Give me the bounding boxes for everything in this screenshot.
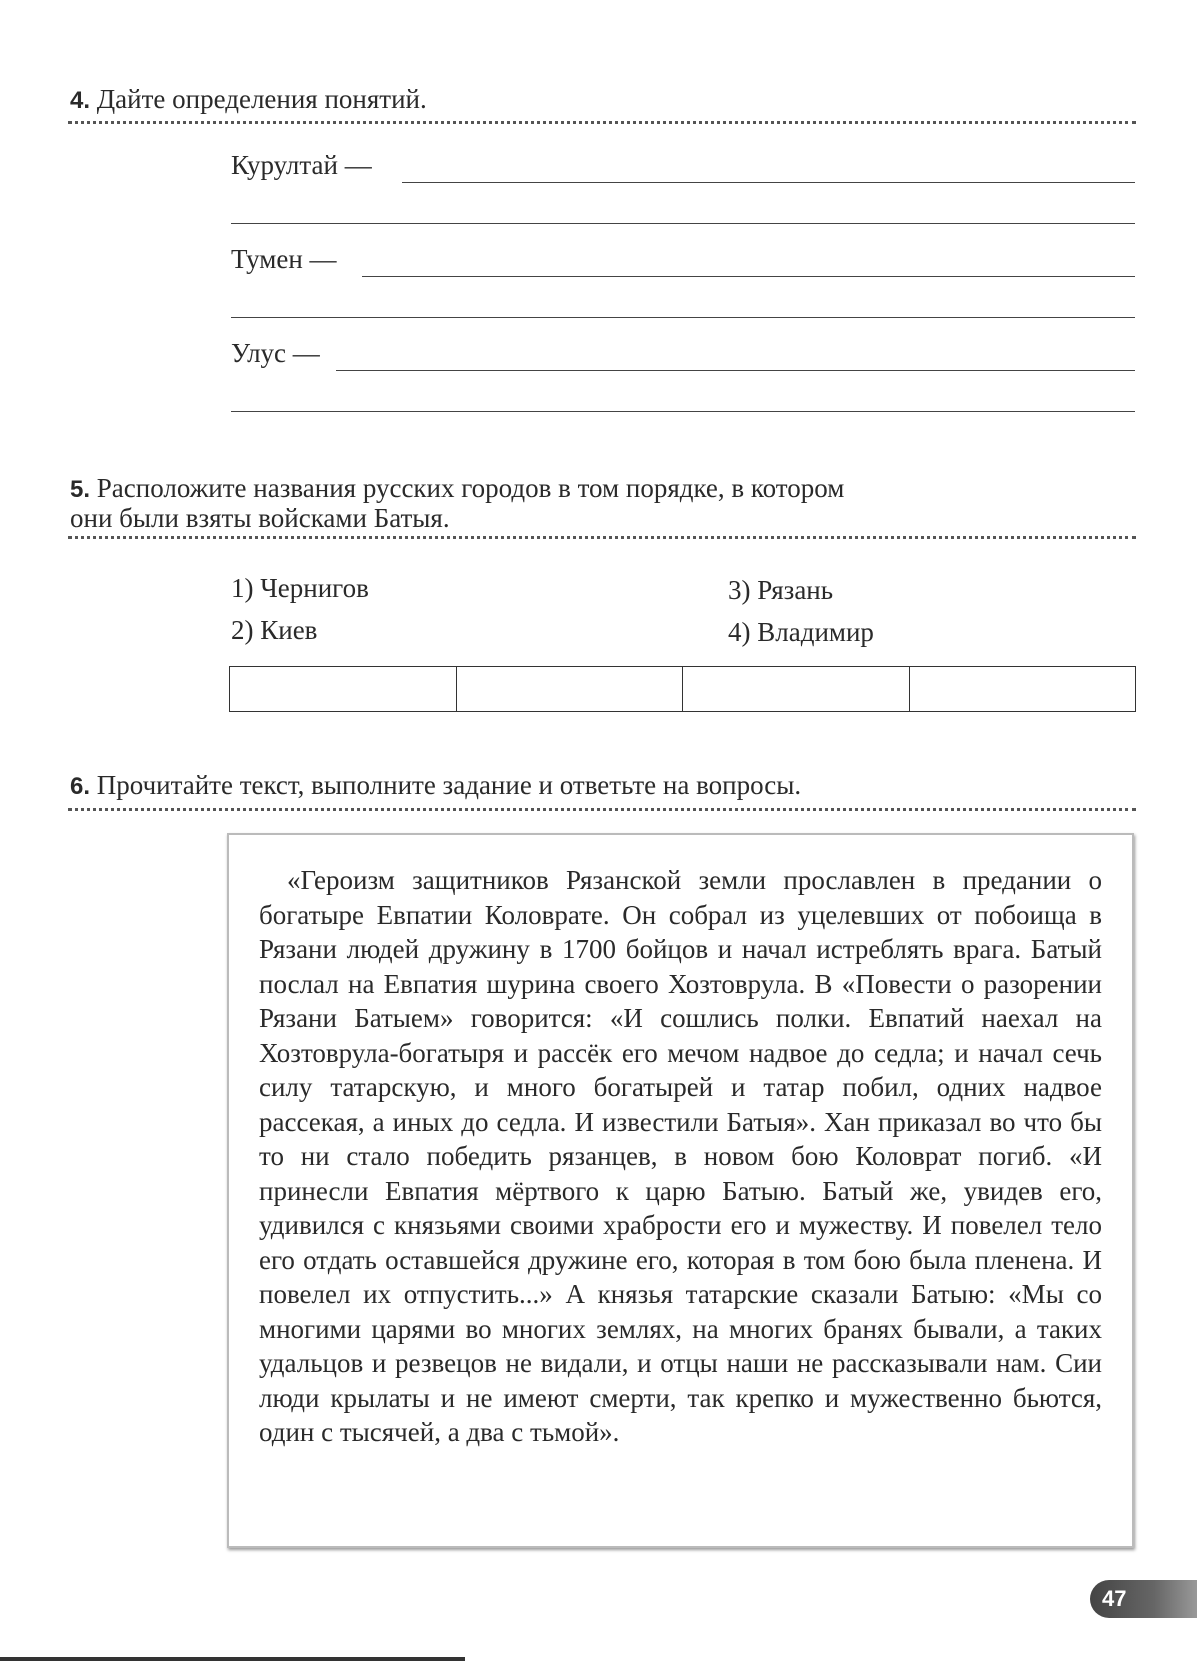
term-tumen-answer-line-2[interactable] [231,317,1135,318]
task-4-title: Дайте определения понятий. [96,84,427,114]
task-6-heading [70,770,801,802]
task-5-heading [70,474,844,533]
task-4-heading [70,84,427,116]
city-option-3: 3) Рязань [728,575,834,605]
city-option-4: 4) Владимир [728,617,874,647]
term-ulus-answer-line-2[interactable] [231,411,1135,412]
city-option-2: 2) Киев [231,615,318,645]
task-6-title: Прочитайте текст, выполните задание и ответьте на вопросы. [96,770,802,800]
answer-cell-1[interactable] [230,667,457,711]
task-5-title-line-1: Расположите названия русских городов в том порядке, в котором [96,473,845,503]
source-text: «Героизм защитников Рязанской земли прославлен в предании о богатыре Евпатии Коловрате. Он собрал из уцелевших от побоища в Рязани людей дружину в 1700 бойцов и начал истреблять врага. Батый послал на Евпатия шурина своего Хозтоврула. В «Повести о разорении Рязани Батыем» говорится: «И сошлись полки. Евпатий наехал на Хозтоврула-богатыря и рассёк его мечом надвое до седла; и начал сечь силу татарскую, и много богатырей и татар побил, одних надвое рассекая, а иных до седла. И известили Батыя». Хан приказал во что бы то ни стало победить рязанцев, в новом бою Коловрат погиб. «И принесли Евпатия мёртвого к царю Батыю. Батый же, увидев его, удивился с князьями своими храбрости его и мужеству. И повелел тело его отдать оставшейся дружине его, которая в том бою была пленена. И повелел их отпустить...» А князья татарские сказали Батыю: «Мы со многими царями во многих землях, на многих бранях бывали, а таких удальцов и резвецов не видали, и отцы наши не рассказывали нам. Сии люди крылаты и не имеют смерти, так крепко и мужественно бьются, один с тысячей, а два с тьмой». [259,865,1102,1447]
page-number-tab: 47 [1090,1580,1197,1618]
task-5-title-line-2: они были взяты войсками Батыя. [70,503,450,533]
source-text-box [227,833,1134,1548]
bottom-edge-bar [0,1657,465,1661]
order-answer-table [229,666,1136,712]
task-5-number: 5. [70,476,91,503]
term-tumen-label: Тумен — [231,244,337,274]
answer-cell-3[interactable] [683,667,910,711]
task-6-number: 6. [70,773,91,800]
term-ulus-answer-line-1[interactable] [336,370,1135,371]
task-4-number: 4. [70,87,91,114]
answer-cell-4[interactable] [910,667,1136,711]
task-4-divider [68,121,1136,124]
term-kurultai-label: Курултай — [231,150,372,180]
answer-cell-2[interactable] [457,667,684,711]
term-tumen-answer-line-1[interactable] [362,276,1135,277]
task-5-divider [68,536,1136,539]
term-ulus-label: Улус — [231,338,320,368]
city-option-1: 1) Чернигов [231,573,369,603]
term-kurultai-answer-line-1[interactable] [402,182,1135,183]
task-6-divider [68,808,1136,811]
term-kurultai-answer-line-2[interactable] [231,223,1135,224]
